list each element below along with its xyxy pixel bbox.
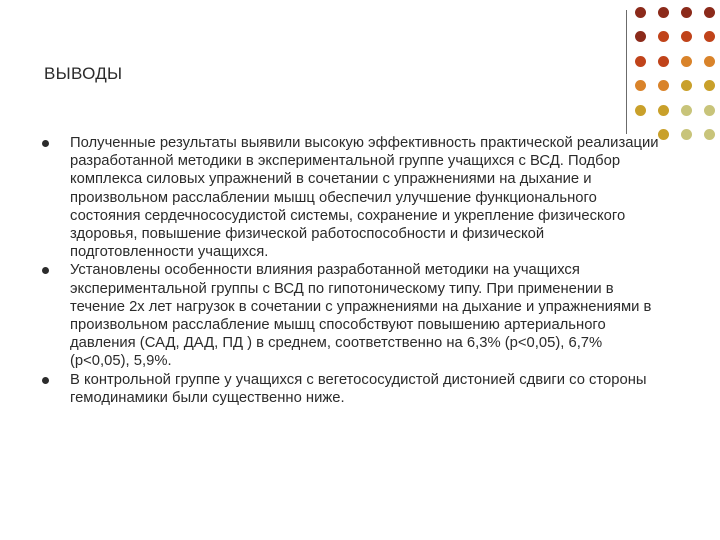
decorative-dot (681, 80, 692, 91)
decorative-dot (635, 7, 646, 18)
decorative-dot (704, 31, 715, 42)
decorative-dot (704, 56, 715, 67)
bullet-text: Установлены особенности влияния разработанной методики на учащихся экспериментальной группы с ВСД по гипотоническому типу. При применении в течение 2х лет нагрузок в сочетании с упражнениями на дыхание и упражнениями в произвольном расслабление мышц способствуют повышению артериального давления (САД, ДАД, ПД ) в среднем, соответственно на 6,3% (р<0,05), 6,7% (р<0,05), 5,9%. (70, 262, 652, 370)
decorative-dot (658, 105, 669, 116)
decorative-dot (635, 31, 646, 42)
decorative-dot (635, 56, 646, 67)
bullet-icon (42, 377, 49, 384)
decorative-dot (658, 31, 669, 42)
bullet-item (42, 371, 662, 407)
decorative-dot (704, 80, 715, 91)
decorative-dot (635, 80, 646, 91)
bullet-item (42, 134, 662, 261)
bullet-list (42, 134, 662, 407)
bullet-icon (42, 140, 49, 147)
bullet-text: В контрольной группе у учащихся с вегетососудистой дистонией сдвиги со стороны гемодинамики были существенно ниже. (70, 371, 647, 406)
decorative-dot (681, 129, 692, 140)
slide-title: ВЫВОДЫ (44, 64, 123, 83)
decorative-dot (704, 129, 715, 140)
decorative-dot (658, 7, 669, 18)
decorative-dot (681, 105, 692, 116)
bullet-text: Полученные результаты выявили высокую эффективность практической реализации разработанной методики в экспериментальной группе учащихся с ВСД. Подбор комплекса силовых упражнений в сочетании с упражнениями на дыхание и произвольном расслаблении мышц обеспечил улучшение функционального состояния сердечнососудистой системы, сохранение и укрепление физического здоровья, повышение физической работоспособности и физической подготовленности учащихся. (70, 135, 659, 261)
decorative-dot (681, 7, 692, 18)
decorative-dot (658, 56, 669, 67)
decorative-dot (681, 31, 692, 42)
vertical-divider (626, 10, 627, 134)
decorative-dot (704, 7, 715, 18)
decorative-dot (704, 105, 715, 116)
decorative-dot (635, 105, 646, 116)
bullet-icon (42, 267, 49, 274)
decorative-dot (658, 80, 669, 91)
bullet-item (42, 261, 662, 370)
decorative-dot (681, 56, 692, 67)
